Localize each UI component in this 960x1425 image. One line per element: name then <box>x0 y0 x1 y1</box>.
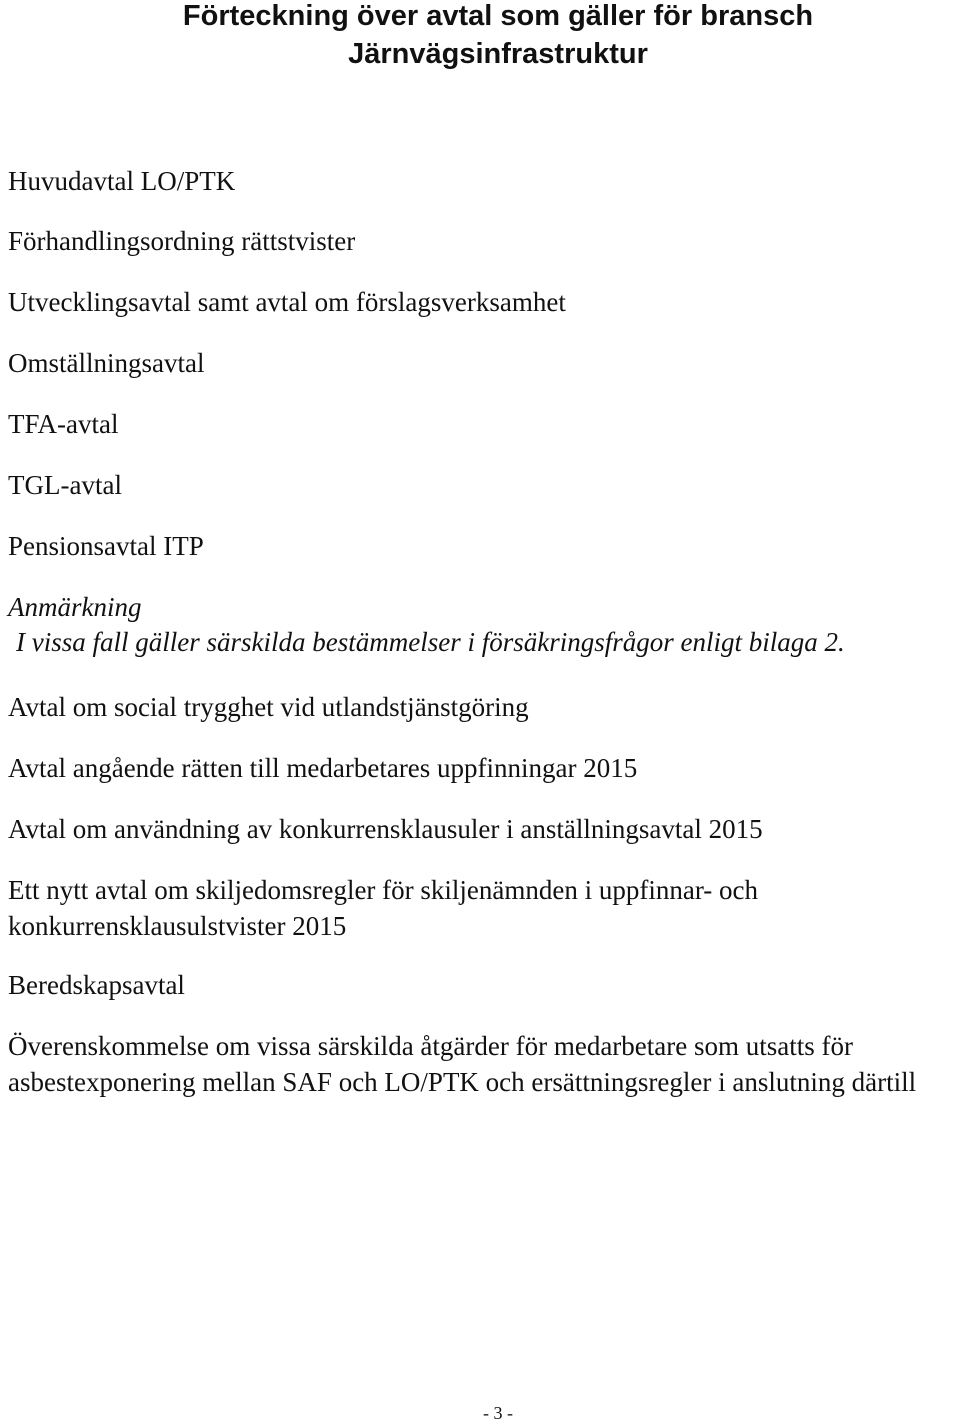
agreement-item: Huvudavtal LO/PTK <box>8 166 236 196</box>
agreement-item: TGL-avtal <box>8 470 122 500</box>
agreement-item: Avtal angående rätten till medarbetares uppfinningar 2015 <box>8 753 638 783</box>
agreement-item: Ett nytt avtal om skiljedomsregler för skiljenämnden i uppfinnar- och konkurrensklausulstvister 2015 <box>8 875 759 941</box>
document-title-line-2: Järnvägsinfrastruktur <box>348 38 648 70</box>
document-title-line-1: Förteckning över avtal som gäller för bransch <box>182 0 814 32</box>
agreement-item: Pensionsavtal ITP <box>8 531 204 561</box>
agreement-item: Omställningsavtal <box>8 348 205 378</box>
agreement-item: Avtal om användning av konkurrensklausuler i anställningsavtal 2015 <box>8 814 763 844</box>
note-text: I vissa fall gäller särskilda bestämmelser i försäkringsfrågor enligt bilaga 2. <box>16 627 845 657</box>
agreement-item: Avtal om social trygghet vid utlandstjänstgöring <box>8 692 529 722</box>
agreement-item: TFA-avtal <box>8 409 119 439</box>
agreement-item: Beredskapsavtal <box>8 970 185 1000</box>
page-number: - 3 - <box>483 1403 513 1423</box>
note-heading: Anmärkning <box>8 592 142 622</box>
agreement-item: Utvecklingsavtal samt avtal om förslagsverksamhet <box>8 287 566 317</box>
agreement-item: Överenskommelse om vissa särskilda åtgärder för medarbetare som utsatts för asbestexponering mellan SAF och LO/PTK och ersättningsregler i anslutning därtill <box>8 1031 917 1097</box>
agreement-item: Förhandlingsordning rättstvister <box>8 226 356 256</box>
